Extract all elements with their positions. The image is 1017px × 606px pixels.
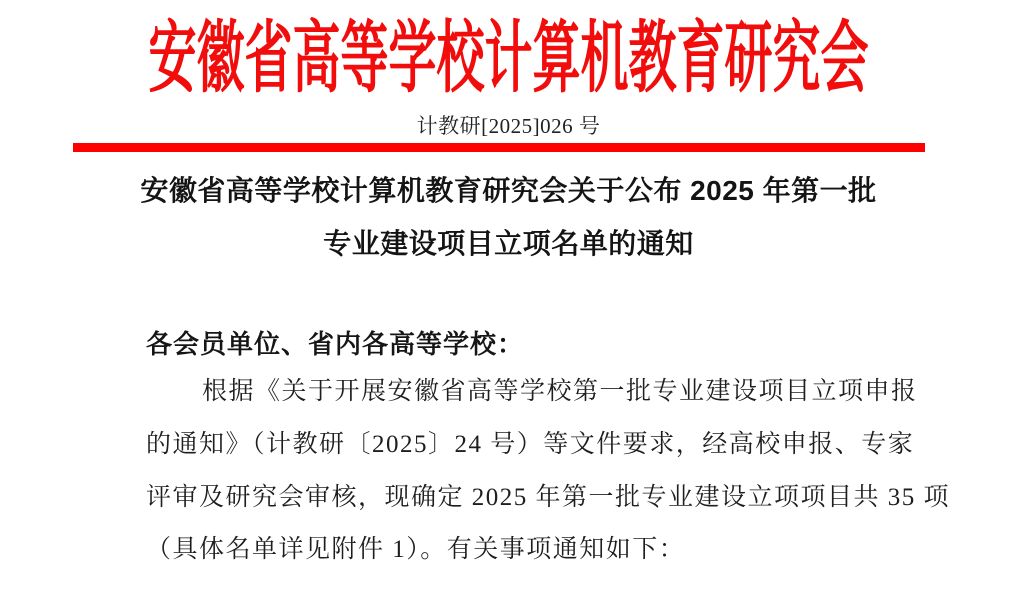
body-line-3: 评审及研究会审核，现确定 2025 年第一批专业建设立项项目共 35 项	[146, 483, 951, 511]
notice-title-line2: 专业建设项目立项名单的通知	[323, 228, 694, 259]
notice-title-line1: 安徽省高等学校计算机教育研究会关于公布 2025 年第一批	[140, 175, 877, 206]
notice-title	[0, 164, 1017, 270]
body-line-4: （具体名单详见附件 1）。有关事项通知如下：	[146, 536, 686, 564]
letterhead-org-name: 安徽省高等学校计算机教育研究会	[148, 16, 869, 103]
red-separator-rule	[73, 143, 925, 152]
body-line-2: 的通知》（计教研〔2025〕24 号）等文件要求，经高校申报、专家	[146, 430, 915, 458]
body-paragraph	[146, 366, 951, 577]
body-line-1: 根据《关于开展安徽省高等学校第一批专业建设项目立项申报	[202, 378, 918, 405]
salutation: 各会员单位、省内各高等学校：	[146, 330, 525, 359]
document-number: 计教研[2025]026 号	[416, 114, 601, 138]
letterhead	[0, 2, 1017, 103]
